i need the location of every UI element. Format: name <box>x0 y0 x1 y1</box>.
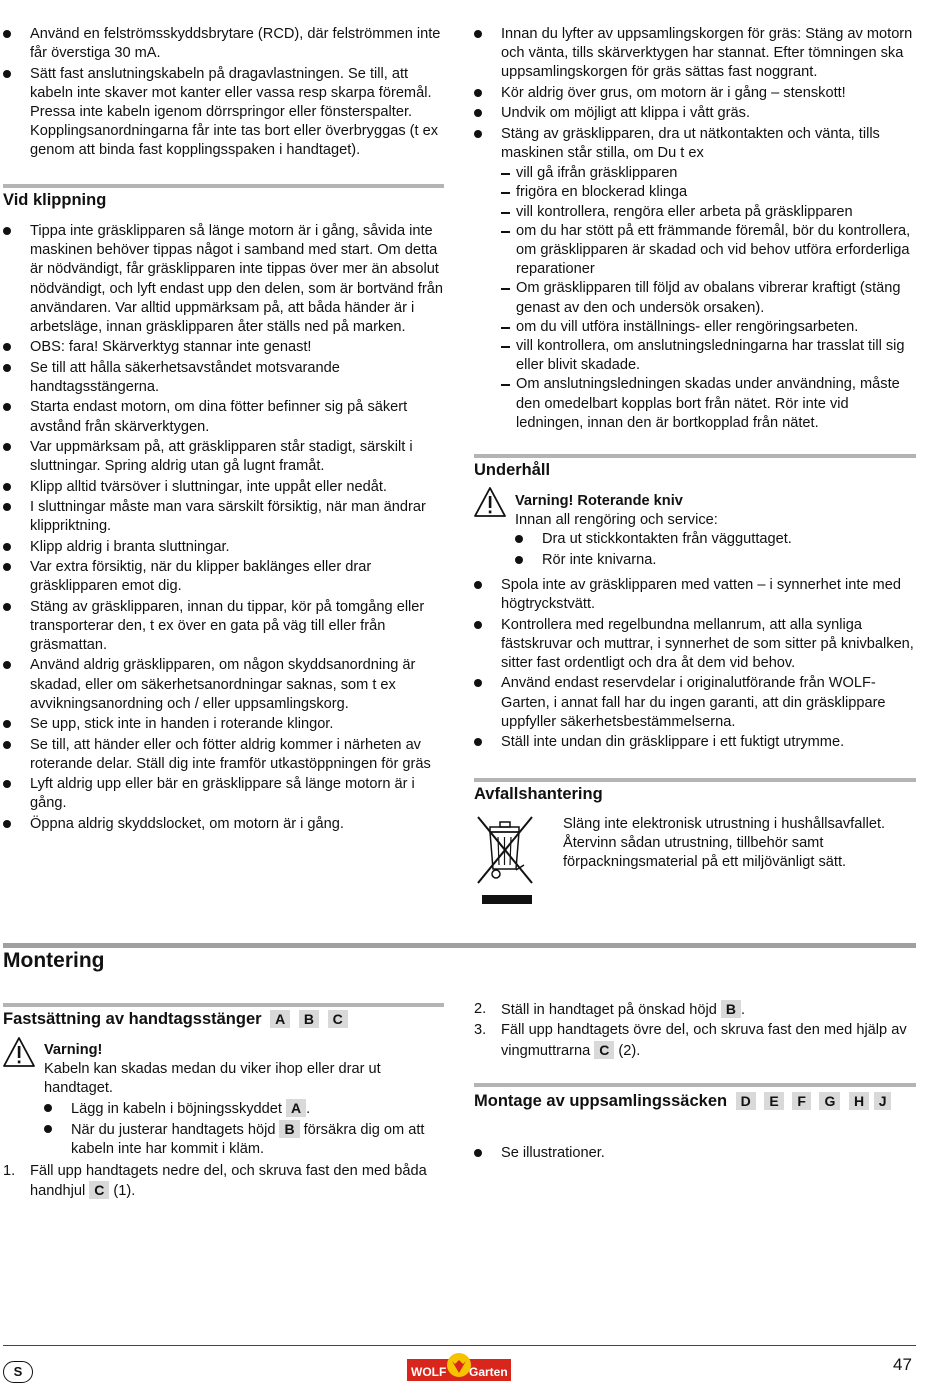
section-divider <box>3 184 444 188</box>
list-item: Se till att hålla säkerhetsavståndet motsvarande handtagsstängerna. <box>3 359 444 397</box>
logo-text-left: WOLF <box>411 1365 447 1379</box>
list-item: Sätt fast anslutningskabeln på dragavlastningen. Se till, att kabeln inte skaver mot kanter eller vassa resp skarpa föremål. Pressa inte kabeln igenom dörrspringor eller fönsterspalter. Kopplingsanordningarna får inte tas bort eller överbryggas (t ex genom att binda fast kopplingsspaken i handtaget). <box>3 65 444 161</box>
step-text: (2). <box>614 1042 641 1059</box>
list-item: Se illustrationer. <box>474 1144 916 1163</box>
list-item: Tippa inte gräsklipparen så länge motorn är i gång, såvida inte maskinen behöver tippas något i samband med start. Om detta är nödvändigt, får gräsklipparen inte tippas över mer än absolut nödvändigt, och lyft endast upp den delen, som är bortvänd från användaren. Var alltid uppmärksam på, att båda händer är i arbetsläge, innan gräsklipparen åter ställs ned på marken. <box>3 222 444 337</box>
crossed-bin-icon <box>474 813 538 907</box>
list-item: Stäng av gräsklipparen, innan du tippar, kör på tomgång eller transporterar den, t ex över en gata på väg till eller från gräsmattan. <box>3 598 444 656</box>
list-item: Spola inte av gräsklipparen med vatten – i synnerhet inte med högtryckstvätt. <box>474 576 916 614</box>
warning-text: Kabeln kan skadas medan du viker ihop eller drar ut handtaget. <box>44 1061 381 1097</box>
montering-steps-right <box>474 1000 916 1062</box>
item-text: Lägg in kabeln i böjningsskyddet <box>71 1100 282 1117</box>
list-item: Använd en felströmsskyddsbrytare (RCD), där felströmmen inte får överstiga 30 mA. <box>3 25 444 63</box>
section-divider <box>474 778 916 782</box>
dash-list <box>474 164 916 433</box>
list-item: Öppna aldrig skyddslocket, om motorn är i gång. <box>3 815 444 834</box>
list-item: Kontrollera med regelbundna mellanrum, att alla synliga fästskruvar och muttrar, i synnerhet de som sitter på knivbalken, sitter fast ordentligt och dra åt dem vid behov. <box>474 616 916 674</box>
item-text: . <box>306 1100 311 1117</box>
figure-tag: G <box>819 1092 840 1110</box>
list-item: Klipp aldrig i branta sluttningar. <box>3 538 444 557</box>
dash-item: vill kontrollera, rengöra eller arbeta på gräsklipparen <box>501 203 916 222</box>
dash-item: frigöra en blockerad klinga <box>501 183 916 202</box>
figure-tag: B <box>721 1000 741 1018</box>
right-top-list <box>474 25 916 163</box>
step-text: (1). <box>109 1183 136 1200</box>
language-badge: S <box>3 1361 33 1383</box>
list-item: Undvik om möjligt att klippa i vått gräs. <box>474 104 916 123</box>
dash-item: Om gräsklipparen till följd av obalans vibrerar kraftigt (stäng genast av den och undersök orsaken). <box>501 279 916 317</box>
figure-tag: A <box>270 1010 290 1028</box>
heading-text: Fastsättning av handtagsstänger <box>3 1010 262 1028</box>
warning-title: Varning! Roterande kniv <box>515 493 683 509</box>
vid-klippning-list <box>3 222 444 835</box>
item-text: När du justerar handtagets höjd <box>71 1122 276 1138</box>
section-divider <box>474 1083 916 1087</box>
page-number: 47 <box>893 1355 912 1374</box>
wolf-garten-logo <box>407 1353 511 1381</box>
figure-tag: D <box>736 1092 756 1110</box>
figure-tag: B <box>299 1010 319 1028</box>
figure-tag: A <box>286 1099 306 1117</box>
montering-steps-left <box>3 1162 444 1203</box>
montage-list <box>474 1144 916 1164</box>
list-item: Stäng av gräsklipparen, dra ut nätkontakten och vänta, tills maskinen står stilla, om Du t ex <box>474 125 916 163</box>
step-number: 1. <box>3 1163 16 1179</box>
figure-tag: C <box>594 1041 614 1059</box>
logo-text-right: Garten <box>469 1365 508 1379</box>
step-number: 2. <box>474 1001 487 1017</box>
step-number: 3. <box>474 1022 487 1039</box>
step-item <box>3 1162 444 1201</box>
list-item: I sluttningar måste man vara särskilt försiktig, när man ändrar klippriktning. <box>3 498 444 536</box>
step-text: . <box>740 1002 746 1018</box>
step-text: Fäll upp handtagets övre del, och skruva fast den med hjälp av vingmuttrarna <box>501 1022 907 1059</box>
warning-list <box>515 530 915 570</box>
list-item: Använd endast reservdelar i originalutförande från WOLF-Garten, i annat fall har du ingen garanti, att din gräsklippare uppfyller säkerhetsbestämmelserna. <box>474 674 916 732</box>
footer-divider <box>3 1345 916 1346</box>
left-top-list <box>3 25 444 162</box>
warning-title: Varning! <box>44 1042 103 1058</box>
warning-box-montering <box>44 1041 442 1161</box>
figure-tag: E <box>764 1092 783 1110</box>
figure-tag: F <box>792 1092 811 1110</box>
list-item: Lyft aldrig upp eller bär en gräsklippare så länge motorn är i gång. <box>3 775 444 813</box>
section-heading-fastsattning <box>3 1010 444 1029</box>
step-text: Ställ in handtaget på önskad höjd <box>501 1002 717 1018</box>
list-item: Starta endast motorn, om dina fötter befinner sig på säkert avstånd från skärverktygen. <box>3 398 444 436</box>
section-heading-underhall: Underhåll <box>474 461 551 479</box>
list-item <box>44 1120 442 1159</box>
dash-item: om du vill utföra inställnings- eller rengöringsarbeten. <box>501 318 916 337</box>
dash-item: Om anslutningsledningen skadas under användning, måste den omedelbart kopplas bort från nätet. Rör inte vid ledningen, innan den är bortkopplad från nätet. <box>501 375 916 433</box>
list-item: Klipp alltid tvärsöver i sluttningar, inte uppåt eller nedåt. <box>3 478 444 497</box>
dash-item: om du har stött på ett främmande föremål, bör du kontrollera, om gräsklipparen är skadad och vid behov utföra erforderliga reparationer <box>501 222 916 280</box>
item-text: försäkra dig om att kabeln inte har kommit i kläm. <box>71 1122 425 1158</box>
list-item: Kör aldrig över grus, om motorn är i gång – stenskott! <box>474 84 916 103</box>
list-item: OBS: fara! Skärverktyg stannar inte genast! <box>3 338 444 357</box>
underhall-list <box>474 576 916 754</box>
section-divider-montering <box>3 943 916 948</box>
section-heading-avfall: Avfallshantering <box>474 785 603 803</box>
section-heading-montage <box>474 1090 916 1112</box>
list-item: Använd aldrig gräsklipparen, om någon skyddsanordning är skadad, eller om säkerhetsanordningar saknas, som t ex avvikningsanordning och / eller uppsamlingskorg. <box>3 656 444 714</box>
figure-tag: J <box>874 1092 892 1110</box>
dash-item: vill gå ifrån gräsklipparen <box>501 164 916 183</box>
list-item: Innan du lyfter av uppsamlingskorgen för gräs: Stäng av motorn och vänta, tills skärverktygen har stannat. Efter tömningen ska uppsamlingskorgen för gräs sättas fast noggrant. <box>474 25 916 83</box>
list-item: Dra ut stickkontakten från vägguttaget. <box>515 530 915 549</box>
warning-icon <box>473 486 507 518</box>
avfall-text: Släng inte elektronisk utrustning i hushållsavfallet. Återvinn sådan utrustning, tillbehör samt förpackningsmaterial på ett miljövänligt sätt. <box>563 816 886 871</box>
list-item: Se upp, stick inte in handen i roterande klingor. <box>3 715 444 734</box>
warning-box-underhall <box>515 492 915 571</box>
heading-text: Montage av uppsamlingssäcken <box>474 1092 728 1110</box>
list-item: Var extra försiktig, när du klipper baklänges eller drar gräsklipparen emot dig. <box>3 558 444 596</box>
warning-text: Innan all rengöring och service: <box>515 512 718 529</box>
list-item: Var uppmärksam på, att gräsklipparen står stadigt, särskilt i sluttningar. Spring aldrig utan gå lugnt framåt. <box>3 438 444 476</box>
step-item <box>474 1000 916 1020</box>
warning-list <box>44 1099 442 1160</box>
section-heading-montering: Montering <box>3 949 105 972</box>
step-item <box>474 1021 916 1060</box>
figure-tag: C <box>89 1181 109 1199</box>
section-divider <box>3 1003 444 1007</box>
figure-tag: B <box>279 1120 299 1138</box>
warning-icon <box>2 1036 36 1068</box>
right-top-block <box>474 25 916 433</box>
list-item: Se till, att händer eller och fötter aldrig kommer i närheten av roterande delar. Ställ dig inte framför utkastöppningen för gräs <box>3 736 444 774</box>
list-item: Ställ inte undan din gräsklippare i ett fuktigt utrymme. <box>474 733 916 752</box>
list-item <box>44 1099 442 1119</box>
dash-item: vill kontrollera, om anslutningsledningarna har trasslat till sig eller blivit skadade. <box>501 337 916 375</box>
section-heading-vid-klippning: Vid klippning <box>3 191 107 209</box>
figure-tag: H <box>849 1092 869 1110</box>
step-text: Fäll upp handtagets nedre del, och skruva fast den med båda handhjul <box>30 1163 427 1200</box>
section-divider <box>474 454 916 458</box>
list-item: Rör inte knivarna. <box>515 551 915 570</box>
figure-tag: C <box>328 1010 348 1028</box>
